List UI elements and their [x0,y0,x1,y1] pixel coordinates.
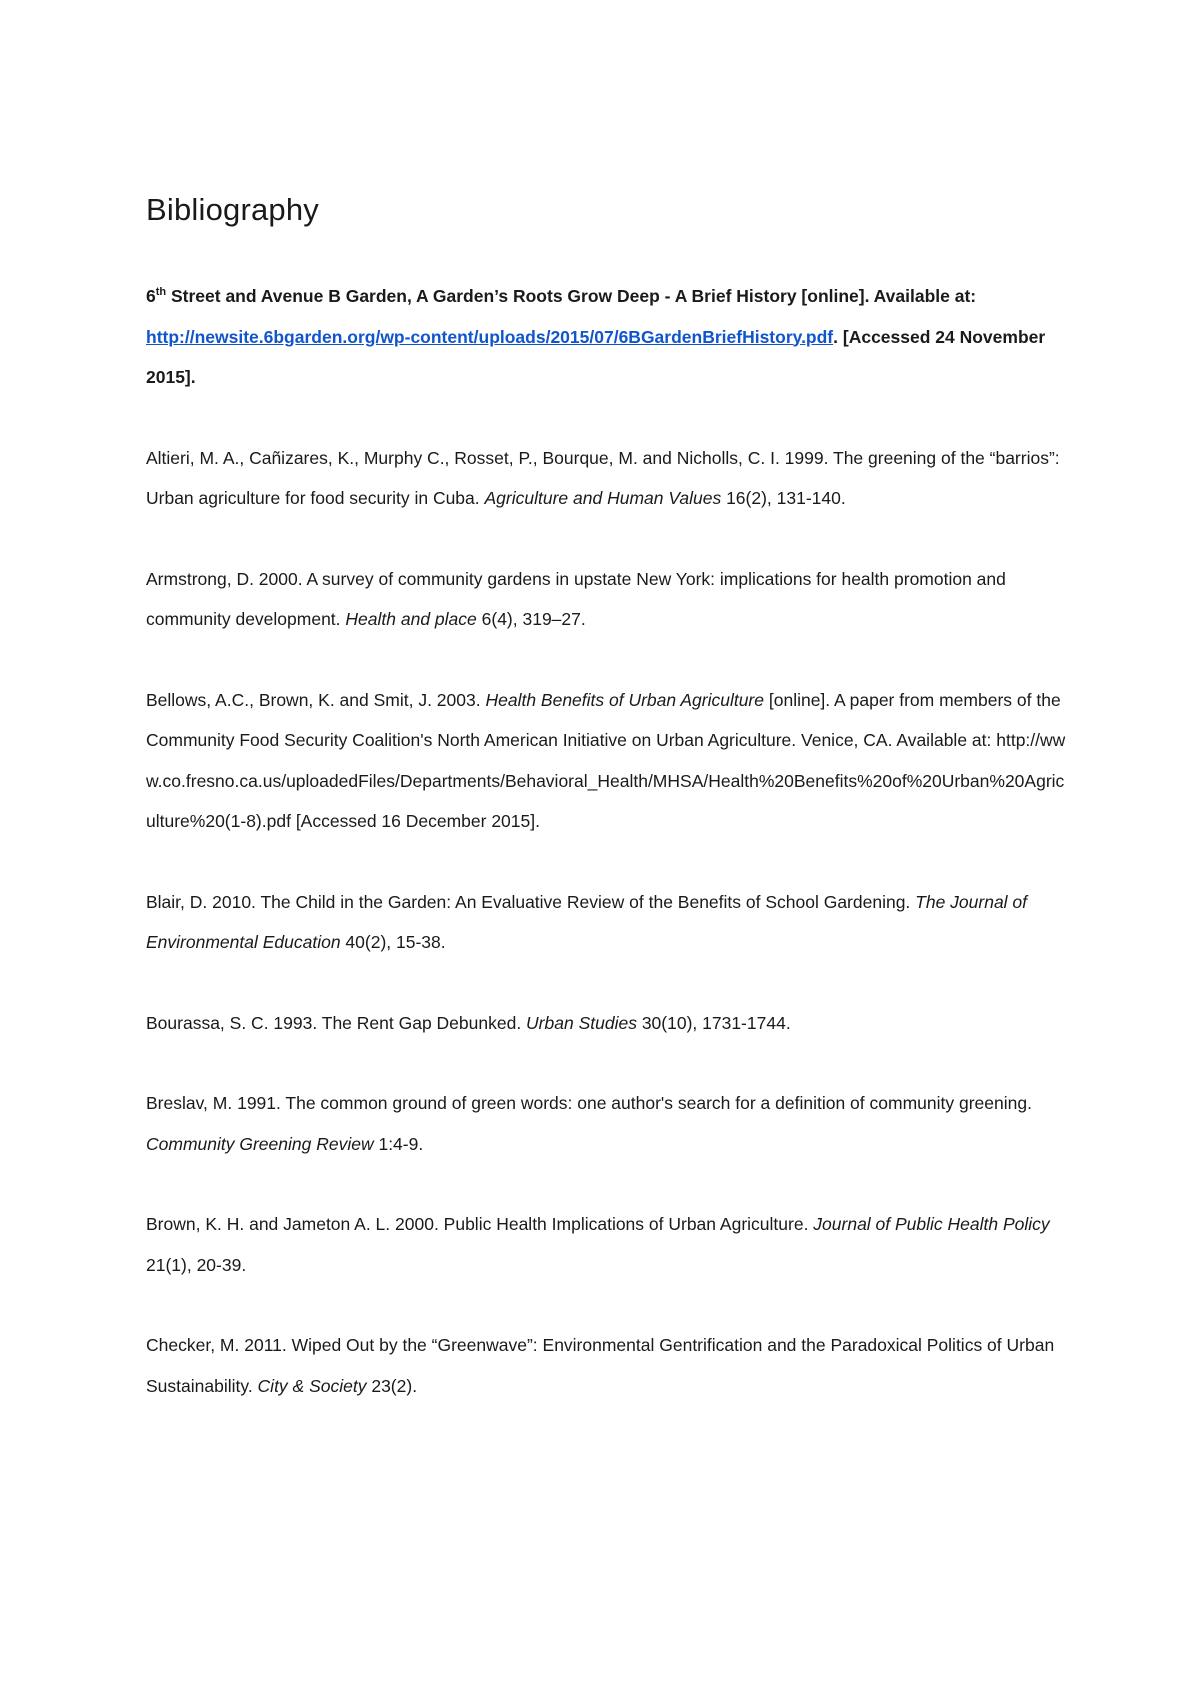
work-title: Health Benefits of Urban Agriculture [485,689,764,710]
journal-title: Health and place [345,609,477,629]
source-url: http://www.co.fresno.ca.us/uploadedFiles/Departments/Behavioral_Health/MHSA/Health%20Benefits%20of%20Urban%20Agriculture%20(1-8).pdf [146,730,1066,831]
entry-text: 6(4), 319–27. [476,609,586,629]
ordinal-superscript: th [155,286,167,299]
entry-text: 30(10), 1731-1744. [636,1012,791,1033]
bibliography-entry-altieri [146,438,1066,519]
entry-text: 6 [146,286,156,306]
bibliography-entry-brown [146,1204,1066,1285]
bibliography-entry-checker [146,1325,1066,1406]
entry-text: Altieri, M. A., Cañizares, K., Murphy C., Rosset, P., Bourque, M. and Nicholls, C. I. 1999. The greening of the “barrios”: Urban agriculture for food security in Cuba. [146,447,1060,508]
entry-text: Bellows, A.C., Brown, K. and Smit, J. 2003. [146,689,486,710]
entry-text: 1:4-9. [373,1133,424,1154]
journal-title: Agriculture and Human Values [484,488,722,508]
source-link[interactable]: http://newsite.6bgarden.org/wp-content/uploads/2015/07/6BGardenBriefHistory.pdf [146,326,834,347]
entry-text: 21(1), 20-39. [146,1254,247,1275]
entry-text: Brown, K. H. and Jameton A. L. 2000. Public Health Implications of Urban Agriculture. [146,1214,814,1234]
journal-title: The Journal of Environmental Education [146,891,1028,952]
entry-text: Breslav, M. 1991. The common ground of green words: one author's search for a definition of community greening. [146,1093,1032,1113]
entry-text: [online]. A paper from members of the Community Food Security Coalition's North American Initiative on Urban Agriculture. Venice, CA. Available at: [146,689,1061,750]
entry-text: Bourassa, S. C. 1993. The Rent Gap Debunked. [146,1012,527,1033]
entry-text: Checker, M. 2011. Wiped Out by the “Greenwave”: Environmental Gentrification and the Paradoxical Politics of Urban Sustainability. [146,1335,1055,1396]
bibliography-entry-armstrong [146,559,1066,640]
journal-title: Community Greening Review [146,1133,374,1154]
entry-text: [Accessed 16 December 2015]. [290,811,540,831]
bibliography-entry-6bgarden [146,276,1066,398]
journal-title: Urban Studies [526,1012,637,1033]
bibliography-entry-bellows [146,680,1066,842]
entry-text: Street and Avenue B Garden, A Garden’s Roots Grow Deep - A Brief History [online]. Available at: [166,286,977,306]
bibliography-entry-breslav [146,1083,1066,1164]
entry-text: 40(2), 15-38. [340,932,446,952]
entry-text: 16(2), 131-140. [721,488,846,508]
entry-text: Armstrong, D. 2000. A survey of community gardens in upstate New York: implications for health promotion and community development. [146,568,1006,629]
journal-title: Journal of Public Health Policy [813,1214,1050,1234]
document-page [146,190,1066,1446]
bibliography-entry-bourassa [146,1003,1066,1044]
bibliography-entry-blair [146,882,1066,963]
entry-text: . [Accessed 24 November 2015]. [146,326,1046,387]
entry-text: Blair, D. 2010. The Child in the Garden: An Evaluative Review of the Benefits of School Gardening. [146,891,916,912]
journal-title: City & Society [257,1375,367,1396]
entry-text: 23(2). [366,1375,418,1396]
page-title: Bibliography [146,192,320,227]
